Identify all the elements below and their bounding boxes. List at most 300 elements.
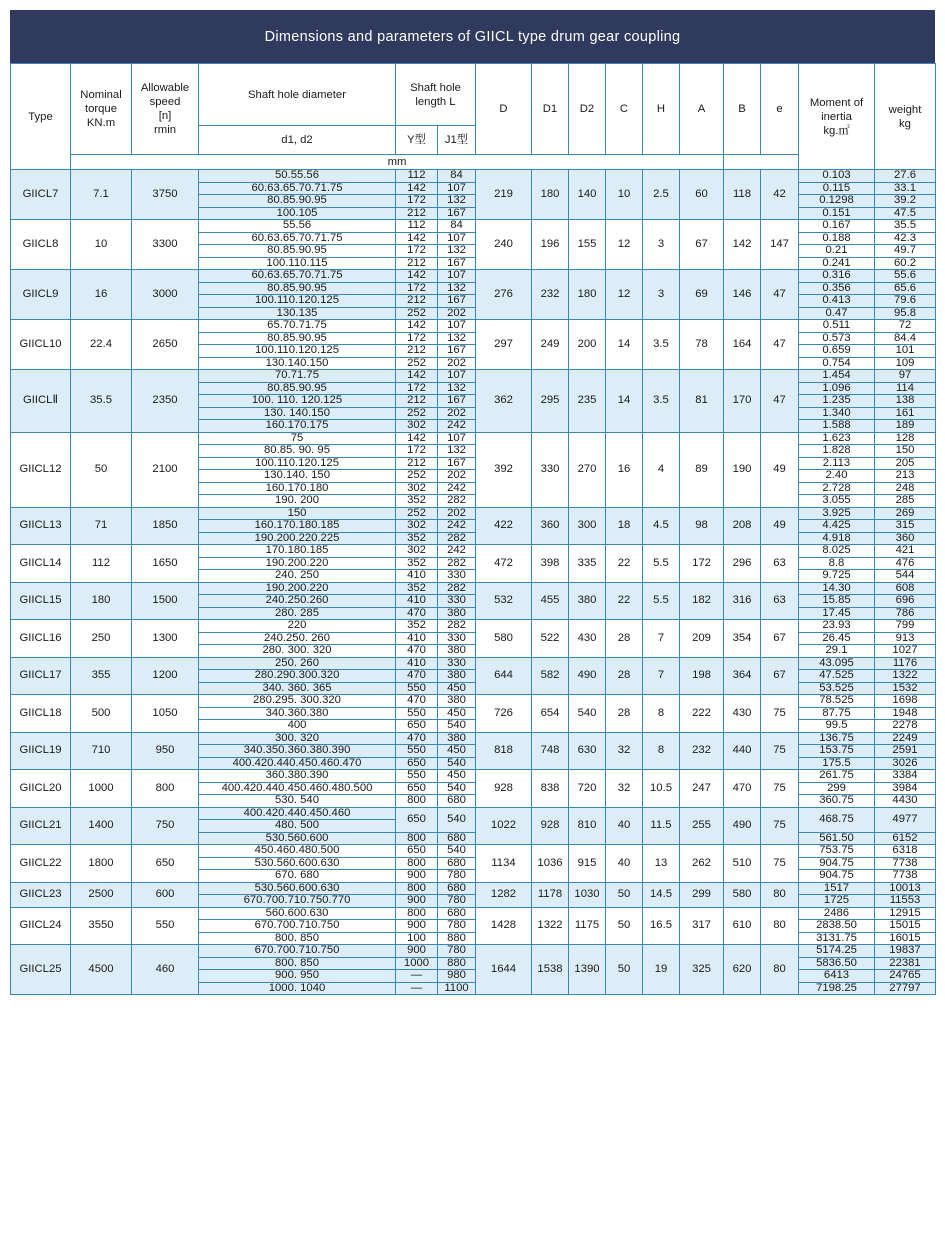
cell-weight: 10013 xyxy=(875,882,936,895)
cell-D1: 1538 xyxy=(532,945,569,995)
cell-y-length: 352 xyxy=(396,557,438,570)
header-C: C xyxy=(606,64,643,155)
cell-e: 75 xyxy=(761,732,799,770)
cell-y-length: 352 xyxy=(396,582,438,595)
cell-moment: 4.425 xyxy=(799,520,875,533)
cell-e: 49 xyxy=(761,432,799,507)
cell-shaft-diameter: 530.560.600.630 xyxy=(199,882,396,895)
cell-D1: 1322 xyxy=(532,907,569,945)
cell-shaft-diameter: 900. 950 xyxy=(199,970,396,983)
cell-moment: 0.754 xyxy=(799,357,875,370)
cell-moment: 53.525 xyxy=(799,682,875,695)
cell-D1: 654 xyxy=(532,695,569,733)
cell-j1-length: 380 xyxy=(438,732,476,745)
cell-j1-length: 380 xyxy=(438,695,476,708)
cell-type: GIICL22 xyxy=(11,845,71,883)
cell-shaft-diameter: 560.600.630 xyxy=(199,907,396,920)
cell-shaft-diameter: 60.63.65.70.71.75 xyxy=(199,232,396,245)
cell-torque: 10 xyxy=(71,220,132,270)
cell-j1-length: 380 xyxy=(438,645,476,658)
cell-shaft-diameter: 80.85.90.95 xyxy=(199,245,396,258)
table-row xyxy=(11,170,936,183)
cell-weight: 696 xyxy=(875,595,936,608)
cell-B: 510 xyxy=(724,845,761,883)
cell-type: GIICL20 xyxy=(11,770,71,808)
cell-y-length: 112 xyxy=(396,170,438,183)
cell-j1-length: 282 xyxy=(438,532,476,545)
cell-shaft-diameter: 240.250. 260 xyxy=(199,632,396,645)
cell-moment: 0.115 xyxy=(799,182,875,195)
cell-weight: 1948 xyxy=(875,707,936,720)
cell-type: GIICL14 xyxy=(11,545,71,583)
cell-j1-length: 132 xyxy=(438,245,476,258)
cell-D1: 1036 xyxy=(532,845,569,883)
cell-H: 4 xyxy=(643,432,680,507)
cell-D: 472 xyxy=(476,545,532,583)
cell-y-length: 302 xyxy=(396,545,438,558)
cell-y-length: 172 xyxy=(396,332,438,345)
cell-shaft-diameter: 400.420.440.450.460.480.500 xyxy=(199,782,396,795)
cell-D: 276 xyxy=(476,270,532,320)
cell-D2: 490 xyxy=(569,657,606,695)
cell-y-length: 650 xyxy=(396,782,438,795)
cell-A: 247 xyxy=(680,770,724,808)
cell-weight: 2591 xyxy=(875,745,936,758)
cell-B: 170 xyxy=(724,370,761,433)
cell-weight: 47.5 xyxy=(875,207,936,220)
cell-j1-length: 84 xyxy=(438,220,476,233)
cell-H: 3.5 xyxy=(643,370,680,433)
cell-j1-length: 450 xyxy=(438,682,476,695)
cell-B: 146 xyxy=(724,270,761,320)
cell-weight: 1698 xyxy=(875,695,936,708)
cell-weight: 16015 xyxy=(875,932,936,945)
cell-y-length: 212 xyxy=(396,295,438,308)
cell-shaft-diameter: 670. 680 xyxy=(199,870,396,883)
cell-D1: 748 xyxy=(532,732,569,770)
cell-j1-length: 540 xyxy=(438,845,476,858)
cell-D2: 630 xyxy=(569,732,606,770)
cell-D1: 838 xyxy=(532,770,569,808)
cell-y-length: 550 xyxy=(396,745,438,758)
cell-B: 118 xyxy=(724,170,761,220)
cell-y-length: 172 xyxy=(396,195,438,208)
cell-shaft-diameter: 130. 140.150 xyxy=(199,407,396,420)
cell-shaft-diameter: 55.56 xyxy=(199,220,396,233)
cell-y-length: 212 xyxy=(396,345,438,358)
cell-j1-length: 202 xyxy=(438,307,476,320)
table-row xyxy=(11,657,936,670)
cell-y-length: 550 xyxy=(396,770,438,783)
cell-torque: 7.1 xyxy=(71,170,132,220)
cell-shaft-diameter: 80.85. 90. 95 xyxy=(199,445,396,458)
table-row xyxy=(11,907,936,920)
cell-moment: 0.356 xyxy=(799,282,875,295)
cell-D: 422 xyxy=(476,507,532,545)
cell-j1-length: 680 xyxy=(438,907,476,920)
cell-weight: 189 xyxy=(875,420,936,433)
cell-j1-length: 167 xyxy=(438,257,476,270)
cell-y-length: 470 xyxy=(396,645,438,658)
cell-j1-length: 680 xyxy=(438,795,476,808)
cell-y-length: 212 xyxy=(396,395,438,408)
cell-e: 80 xyxy=(761,907,799,945)
cell-type: GIICL9 xyxy=(11,270,71,320)
cell-A: 69 xyxy=(680,270,724,320)
cell-speed: 3000 xyxy=(132,270,199,320)
cell-speed: 1850 xyxy=(132,507,199,545)
cell-y-length: 550 xyxy=(396,707,438,720)
cell-y-length: 470 xyxy=(396,670,438,683)
cell-y-length: 352 xyxy=(396,620,438,633)
cell-D: 219 xyxy=(476,170,532,220)
cell-H: 5.5 xyxy=(643,582,680,620)
header-speed: Allowable speed [n] rmin xyxy=(132,64,199,155)
cell-shaft-diameter: 100.105 xyxy=(199,207,396,220)
cell-speed: 2650 xyxy=(132,320,199,370)
cell-moment: 0.47 xyxy=(799,307,875,320)
cell-shaft-diameter: 400 xyxy=(199,720,396,733)
cell-j1-length: 780 xyxy=(438,895,476,908)
cell-weight: 15015 xyxy=(875,920,936,933)
cell-shaft-diameter: 60.63.65.70.71.75 xyxy=(199,182,396,195)
cell-y-length: 112 xyxy=(396,220,438,233)
cell-B: 296 xyxy=(724,545,761,583)
cell-y-length: 172 xyxy=(396,445,438,458)
cell-weight: 421 xyxy=(875,545,936,558)
table-row xyxy=(11,945,936,958)
cell-moment: 2.40 xyxy=(799,470,875,483)
cell-A: 262 xyxy=(680,845,724,883)
cell-shaft-diameter: 130.135 xyxy=(199,307,396,320)
cell-shaft-diameter: 170.180.185 xyxy=(199,545,396,558)
spec-table xyxy=(10,63,936,995)
cell-j1-length: 107 xyxy=(438,182,476,195)
cell-C: 28 xyxy=(606,695,643,733)
cell-weight: 128 xyxy=(875,432,936,445)
cell-y-length: 800 xyxy=(396,857,438,870)
cell-torque: 3550 xyxy=(71,907,132,945)
cell-j1-length: 450 xyxy=(438,745,476,758)
cell-B: 440 xyxy=(724,732,761,770)
cell-H: 10.5 xyxy=(643,770,680,808)
cell-weight: 24765 xyxy=(875,970,936,983)
cell-weight: 60.2 xyxy=(875,257,936,270)
cell-weight: 55.6 xyxy=(875,270,936,283)
header-moment: Moment of inertia kg.㎡ xyxy=(799,64,875,170)
cell-moment: 2838.50 xyxy=(799,920,875,933)
cell-B: 620 xyxy=(724,945,761,995)
cell-j1-length: 107 xyxy=(438,232,476,245)
cell-A: 325 xyxy=(680,945,724,995)
cell-speed: 3300 xyxy=(132,220,199,270)
cell-D: 644 xyxy=(476,657,532,695)
cell-weight: 65.6 xyxy=(875,282,936,295)
cell-D1: 232 xyxy=(532,270,569,320)
header-e: e xyxy=(761,64,799,155)
header-weight: weight kg xyxy=(875,64,936,170)
cell-type: GIICL8 xyxy=(11,220,71,270)
header-type: Type xyxy=(11,64,71,170)
cell-moment: 0.1298 xyxy=(799,195,875,208)
cell-type: GIICL23 xyxy=(11,882,71,907)
cell-D2: 915 xyxy=(569,845,606,883)
cell-torque: 35.5 xyxy=(71,370,132,433)
cell-moment: 8.025 xyxy=(799,545,875,558)
cell-j1-length: 84 xyxy=(438,170,476,183)
cell-D1: 330 xyxy=(532,432,569,507)
cell-y-length: 800 xyxy=(396,907,438,920)
cell-y-length: 302 xyxy=(396,420,438,433)
cell-speed: 2100 xyxy=(132,432,199,507)
cell-y-length: 172 xyxy=(396,282,438,295)
cell-y-length: 352 xyxy=(396,495,438,508)
cell-weight: 49.7 xyxy=(875,245,936,258)
cell-y-length: 800 xyxy=(396,882,438,895)
cell-shaft-diameter: 800. 850 xyxy=(199,932,396,945)
cell-C: 28 xyxy=(606,657,643,695)
cell-D2: 200 xyxy=(569,320,606,370)
cell-weight: 608 xyxy=(875,582,936,595)
cell-D1: 582 xyxy=(532,657,569,695)
cell-D1: 295 xyxy=(532,370,569,433)
cell-D2: 180 xyxy=(569,270,606,320)
cell-j1-length: 132 xyxy=(438,282,476,295)
cell-H: 7 xyxy=(643,620,680,658)
cell-shaft-diameter: 530.560.600 xyxy=(199,832,396,845)
cell-j1-length: 167 xyxy=(438,207,476,220)
cell-j1-length: 450 xyxy=(438,707,476,720)
cell-weight: 205 xyxy=(875,457,936,470)
cell-H: 2.5 xyxy=(643,170,680,220)
cell-shaft-diameter: 670.700.710.750 xyxy=(199,920,396,933)
cell-torque: 112 xyxy=(71,545,132,583)
cell-y-length: 142 xyxy=(396,232,438,245)
cell-y-length: 252 xyxy=(396,507,438,520)
table-row xyxy=(11,220,936,233)
cell-shaft-diameter: 60.63.65.70.71.75 xyxy=(199,270,396,283)
cell-moment: 904.75 xyxy=(799,857,875,870)
cell-type: GIICL15 xyxy=(11,582,71,620)
cell-j1-length: 330 xyxy=(438,595,476,608)
cell-D1: 180 xyxy=(532,170,569,220)
cell-A: 89 xyxy=(680,432,724,507)
cell-y-length: 410 xyxy=(396,570,438,583)
cell-D1: 398 xyxy=(532,545,569,583)
cell-C: 16 xyxy=(606,432,643,507)
cell-A: 198 xyxy=(680,657,724,695)
cell-moment: 29.1 xyxy=(799,645,875,658)
cell-type: GIICL7 xyxy=(11,170,71,220)
cell-A: 67 xyxy=(680,220,724,270)
cell-speed: 600 xyxy=(132,882,199,907)
cell-torque: 22.4 xyxy=(71,320,132,370)
cell-B: 208 xyxy=(724,507,761,545)
cell-weight: 1027 xyxy=(875,645,936,658)
cell-torque: 1400 xyxy=(71,807,132,845)
cell-y-length: 650 xyxy=(396,845,438,858)
cell-A: 209 xyxy=(680,620,724,658)
cell-D: 928 xyxy=(476,770,532,808)
cell-C: 14 xyxy=(606,320,643,370)
cell-j1-length: 282 xyxy=(438,495,476,508)
cell-moment: 360.75 xyxy=(799,795,875,808)
cell-H: 5.5 xyxy=(643,545,680,583)
cell-weight: 72 xyxy=(875,320,936,333)
cell-C: 22 xyxy=(606,582,643,620)
table-row xyxy=(11,845,936,858)
table-row xyxy=(11,882,936,895)
cell-shaft-diameter: 280. 300. 320 xyxy=(199,645,396,658)
cell-type: GIICL18 xyxy=(11,695,71,733)
cell-weight: 97 xyxy=(875,370,936,383)
cell-shaft-diameter: 400.420.440.450.460 xyxy=(199,807,396,820)
cell-shaft-diameter: 160.170.180.185 xyxy=(199,520,396,533)
cell-D: 1644 xyxy=(476,945,532,995)
cell-B: 316 xyxy=(724,582,761,620)
cell-D1: 522 xyxy=(532,620,569,658)
cell-j1-length: 880 xyxy=(438,932,476,945)
cell-y-length: 900 xyxy=(396,870,438,883)
cell-C: 32 xyxy=(606,732,643,770)
cell-H: 4.5 xyxy=(643,507,680,545)
cell-y-length: 252 xyxy=(396,357,438,370)
cell-shaft-diameter: 190.200.220 xyxy=(199,582,396,595)
cell-j1-length: 242 xyxy=(438,482,476,495)
table-row xyxy=(11,270,936,283)
cell-shaft-diameter: 100. 110. 120.125 xyxy=(199,395,396,408)
cell-moment: 1.454 xyxy=(799,370,875,383)
cell-speed: 800 xyxy=(132,770,199,808)
cell-moment: 0.659 xyxy=(799,345,875,358)
cell-e: 75 xyxy=(761,695,799,733)
header-D: D xyxy=(476,64,532,155)
cell-A: 222 xyxy=(680,695,724,733)
cell-weight: 4977 xyxy=(875,807,936,832)
cell-type: GIICL10 xyxy=(11,320,71,370)
cell-moment: 0.188 xyxy=(799,232,875,245)
cell-shaft-diameter: 340.360.380 xyxy=(199,707,396,720)
cell-type: GIICL13 xyxy=(11,507,71,545)
cell-weight: 35.5 xyxy=(875,220,936,233)
cell-j1-length: 167 xyxy=(438,295,476,308)
cell-shaft-diameter: 280. 285 xyxy=(199,607,396,620)
cell-weight: 95.8 xyxy=(875,307,936,320)
cell-shaft-diameter: 130.140. 150 xyxy=(199,470,396,483)
cell-D2: 720 xyxy=(569,770,606,808)
cell-y-length: 1000 xyxy=(396,957,438,970)
cell-j1-length: 107 xyxy=(438,432,476,445)
header-d1d2: d1, d2 xyxy=(199,126,396,155)
cell-j1-length: 450 xyxy=(438,770,476,783)
cell-e: 47 xyxy=(761,270,799,320)
cell-shaft-diameter: 340. 360. 365 xyxy=(199,682,396,695)
cell-j1-length: 880 xyxy=(438,957,476,970)
cell-D2: 235 xyxy=(569,370,606,433)
cell-speed: 750 xyxy=(132,807,199,845)
cell-weight: 101 xyxy=(875,345,936,358)
cell-moment: 47.525 xyxy=(799,670,875,683)
cell-torque: 355 xyxy=(71,657,132,695)
table-row xyxy=(11,695,936,708)
cell-j1-length: 780 xyxy=(438,945,476,958)
cell-j1-length: 380 xyxy=(438,670,476,683)
cell-moment: 26.45 xyxy=(799,632,875,645)
cell-y-length: 212 xyxy=(396,207,438,220)
cell-D2: 155 xyxy=(569,220,606,270)
cell-y-length: 900 xyxy=(396,920,438,933)
cell-moment: 1.588 xyxy=(799,420,875,433)
cell-shaft-diameter: 360.380.390 xyxy=(199,770,396,783)
cell-B: 364 xyxy=(724,657,761,695)
cell-D2: 380 xyxy=(569,582,606,620)
cell-torque: 2500 xyxy=(71,882,132,907)
cell-weight: 315 xyxy=(875,520,936,533)
cell-j1-length: 380 xyxy=(438,607,476,620)
cell-e: 80 xyxy=(761,945,799,995)
cell-weight: 150 xyxy=(875,445,936,458)
cell-weight: 79.6 xyxy=(875,295,936,308)
cell-y-length: 252 xyxy=(396,307,438,320)
cell-moment: 1.235 xyxy=(799,395,875,408)
cell-shaft-diameter: 480. 500 xyxy=(199,820,396,833)
cell-weight: 19837 xyxy=(875,945,936,958)
cell-shaft-diameter: 50.55.56 xyxy=(199,170,396,183)
cell-y-length: 470 xyxy=(396,732,438,745)
cell-B: 470 xyxy=(724,770,761,808)
cell-shaft-diameter: 75 xyxy=(199,432,396,445)
cell-y-length: 800 xyxy=(396,795,438,808)
cell-y-length: 302 xyxy=(396,482,438,495)
cell-speed: 650 xyxy=(132,845,199,883)
cell-j1-length: 330 xyxy=(438,632,476,645)
cell-speed: 950 xyxy=(132,732,199,770)
cell-shaft-diameter: 100.110.120.125 xyxy=(199,295,396,308)
cell-torque: 500 xyxy=(71,695,132,733)
cell-C: 10 xyxy=(606,170,643,220)
cell-moment: 2.113 xyxy=(799,457,875,470)
cell-moment: 6413 xyxy=(799,970,875,983)
cell-shaft-diameter: 300. 320 xyxy=(199,732,396,745)
cell-moment: 1.340 xyxy=(799,407,875,420)
cell-weight: 7738 xyxy=(875,857,936,870)
table-body xyxy=(11,170,936,995)
cell-shaft-diameter: 400.420.440.450.460.470 xyxy=(199,757,396,770)
table-header xyxy=(11,64,936,170)
cell-D2: 540 xyxy=(569,695,606,733)
cell-weight: 544 xyxy=(875,570,936,583)
cell-weight: 27797 xyxy=(875,982,936,995)
cell-speed: 1050 xyxy=(132,695,199,733)
cell-moment: 0.316 xyxy=(799,270,875,283)
cell-moment: 43.095 xyxy=(799,657,875,670)
cell-j1-length: 132 xyxy=(438,382,476,395)
cell-weight: 1322 xyxy=(875,670,936,683)
cell-shaft-diameter: 280.295. 300.320 xyxy=(199,695,396,708)
cell-speed: 550 xyxy=(132,907,199,945)
cell-moment: 0.21 xyxy=(799,245,875,258)
cell-torque: 71 xyxy=(71,507,132,545)
header-shaft-length: Shaft hole length L xyxy=(396,64,476,126)
cell-j1-length: 282 xyxy=(438,557,476,570)
cell-moment: 2486 xyxy=(799,907,875,920)
cell-j1-length: 167 xyxy=(438,457,476,470)
cell-moment: 0.511 xyxy=(799,320,875,333)
cell-j1-length: 282 xyxy=(438,620,476,633)
cell-C: 12 xyxy=(606,270,643,320)
cell-e: 47 xyxy=(761,370,799,433)
cell-speed: 1650 xyxy=(132,545,199,583)
